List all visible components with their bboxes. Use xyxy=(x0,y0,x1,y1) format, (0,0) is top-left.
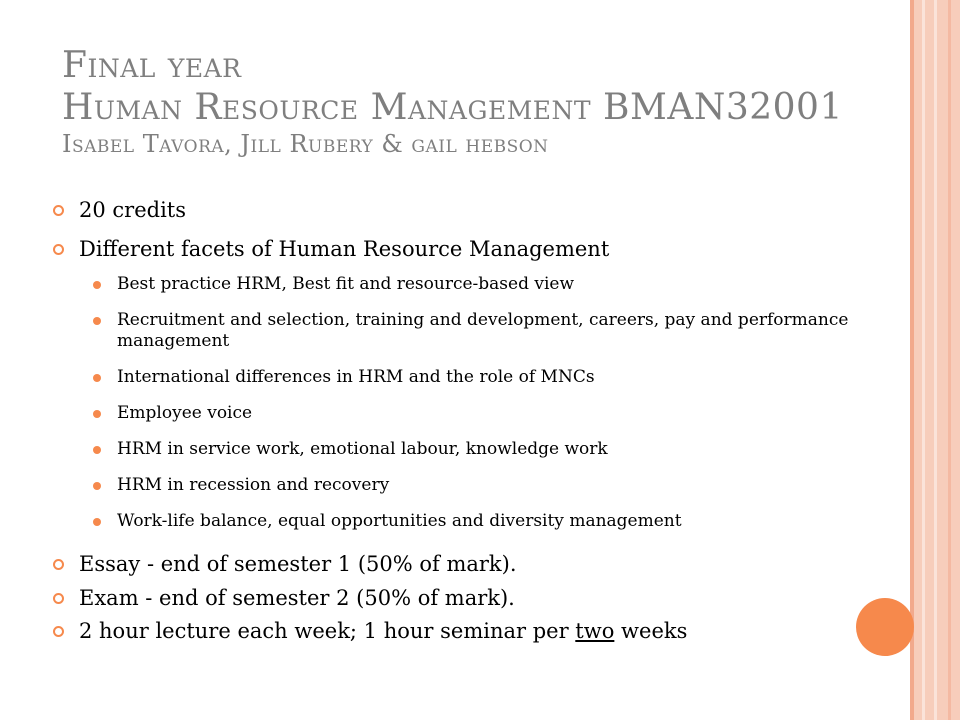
border-stripe xyxy=(934,0,937,720)
slide-content xyxy=(52,198,912,652)
bullet-credits: 20 credits xyxy=(52,198,912,223)
title-line-1: Final year xyxy=(62,45,242,86)
bullet-schedule xyxy=(52,619,912,644)
schedule-text-end: weeks xyxy=(614,618,688,643)
title-line-2: Human Resource Management BMAN32001 xyxy=(62,87,843,128)
list-item: HRM in recession and recovery xyxy=(93,475,912,496)
decorative-border xyxy=(910,0,960,720)
bullet-exam: Exam - end of semester 2 (50% of mark). xyxy=(52,586,912,611)
schedule-text-start: 2 hour lecture each week; 1 hour seminar per xyxy=(79,618,576,643)
slide-title xyxy=(62,45,902,158)
facets-sublist xyxy=(52,274,912,532)
list-item: Employee voice xyxy=(93,403,912,424)
list-item: Work-life balance, equal opportunities and diversity management xyxy=(93,511,912,532)
bullet-essay: Essay - end of semester 1 (50% of mark). xyxy=(52,552,912,577)
list-item: Recruitment and selection, training and development, careers, pay and performance management xyxy=(93,310,912,352)
list-item: International differences in HRM and the role of MNCs xyxy=(93,367,912,388)
schedule-underlined-word: two xyxy=(575,618,615,643)
border-stripe xyxy=(922,0,925,720)
title-line-3: Isabel Tavora, Jill Rubery & gail hebson xyxy=(62,130,549,158)
list-item: Best practice HRM, Best fit and resource-based view xyxy=(93,274,912,295)
list-item: HRM in service work, emotional labour, knowledge work xyxy=(93,439,912,460)
bullet-facets: Different facets of Human Resource Management xyxy=(52,237,912,262)
border-stripe xyxy=(948,0,951,720)
